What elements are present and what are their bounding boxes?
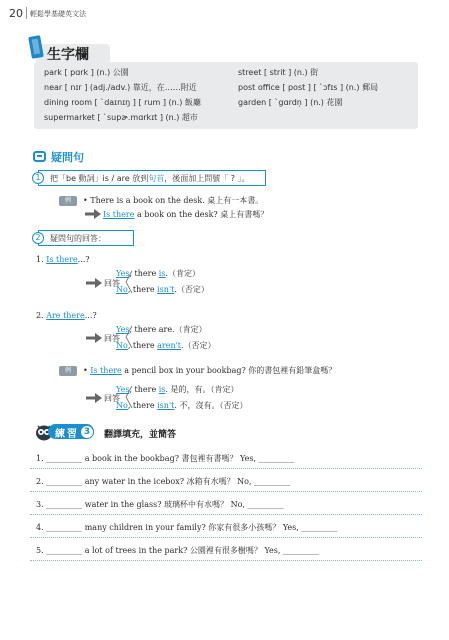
rule-2-text: 疑問句的回答： [50, 234, 106, 243]
vocab-item: near [ nɪr ] (adj./adv.) 靠近，在……附近 [44, 83, 197, 92]
exercise-item: 1. _________ a book in the bookbag? 書包裡有書嗎？ Yes, _________ [36, 454, 295, 463]
rule-1-text: 把「be 動詞」is / are 放到句首，後面加上問號「 ? 」。 [50, 174, 250, 183]
example-icon: 例 [59, 196, 77, 206]
section-title: 疑問句 [51, 151, 84, 164]
answer-label: 回答 [104, 279, 120, 288]
vocab-item: dining room [ ˋdaɪnɪŋ ] [ rum ] (n.) 飯廳 [44, 98, 201, 107]
answer-label: 回答 [104, 394, 120, 403]
exercise-item: 4. _________ many children in your family? 你家有很多小孩嗎？ Yes, _________ [36, 523, 338, 532]
arrow-right-icon [85, 209, 101, 219]
question-section-icon [33, 151, 46, 162]
practice-label: 練習 [55, 429, 79, 440]
answer-yes: Yes, there is.（肯定） [116, 269, 200, 278]
example-question: Is there a book on the desk? 桌上有書嗎？ [103, 210, 269, 219]
page-number: 20 [9, 7, 23, 20]
arrow-right-icon [86, 333, 102, 343]
vocab-item: garden [ ˋgɑrdn̩ ] (n.) 花園 [238, 98, 343, 107]
answer-yes: Yes, there are.（肯定） [116, 325, 207, 334]
dotted-rule [30, 537, 422, 538]
vocab-item: supermarket [ ˋsupɚ.mɑrkɪt ] (n.) 超市 [44, 113, 198, 122]
arrow-right-icon [86, 278, 102, 288]
example-question: • Is there a pencil box in your bookbag? 你的書包裡有鉛筆盒嗎？ [83, 366, 337, 375]
answer-label: 回答 [104, 334, 120, 343]
dotted-rule [30, 514, 422, 515]
vocab-item: post office [ post ] [ ˋɔfɪs ] (n.) 郵局 [238, 83, 379, 92]
practice-title: 翻譯填充，並簡答 [104, 430, 177, 440]
vocab-title: 生字欄 [47, 47, 89, 63]
dotted-rule [30, 468, 422, 469]
answer-no: No, there isn't. 不，沒有。（否定） [116, 401, 248, 410]
example-statement: • There is a book on the desk. 桌上有一本書。 [83, 196, 264, 205]
answer-pattern-2: 2. Are there...? [36, 311, 97, 320]
arrow-right-icon [86, 393, 102, 403]
exercise-item: 3. _________ water in the glass? 玻璃杯中有水嗎？ No, _________ [36, 500, 284, 509]
header-divider [26, 7, 27, 19]
exercise-item: 5. _________ a lot of trees in the park? 公園裡有很多樹嗎？ Yes, _________ [36, 546, 319, 555]
answer-no: No, there aren't.（否定） [116, 341, 216, 350]
rule-2-number: 2 [32, 232, 44, 244]
vocab-item: park [ pɑrk ] (n.) 公園 [44, 68, 129, 77]
dotted-rule [30, 560, 422, 561]
practice-number: 3 [80, 425, 94, 439]
answer-no: No, there isn't.（否定） [116, 285, 209, 294]
book-title: 輕鬆學基礎英文法 [30, 10, 86, 18]
answer-yes: Yes, there is. 是的，有。（肯定） [116, 385, 239, 394]
dotted-rule [30, 491, 422, 492]
book-icon [28, 35, 44, 59]
rule-1-number: 1 [32, 172, 44, 184]
vocab-item: street [ strit ] (n.) 街 [238, 68, 319, 77]
example-icon: 例 [59, 366, 77, 376]
exercise-item: 2. _________ any water in the icebox? 冰箱有水嗎？ No, _________ [36, 477, 291, 486]
answer-pattern-1: 1. Is there...? [36, 255, 90, 264]
